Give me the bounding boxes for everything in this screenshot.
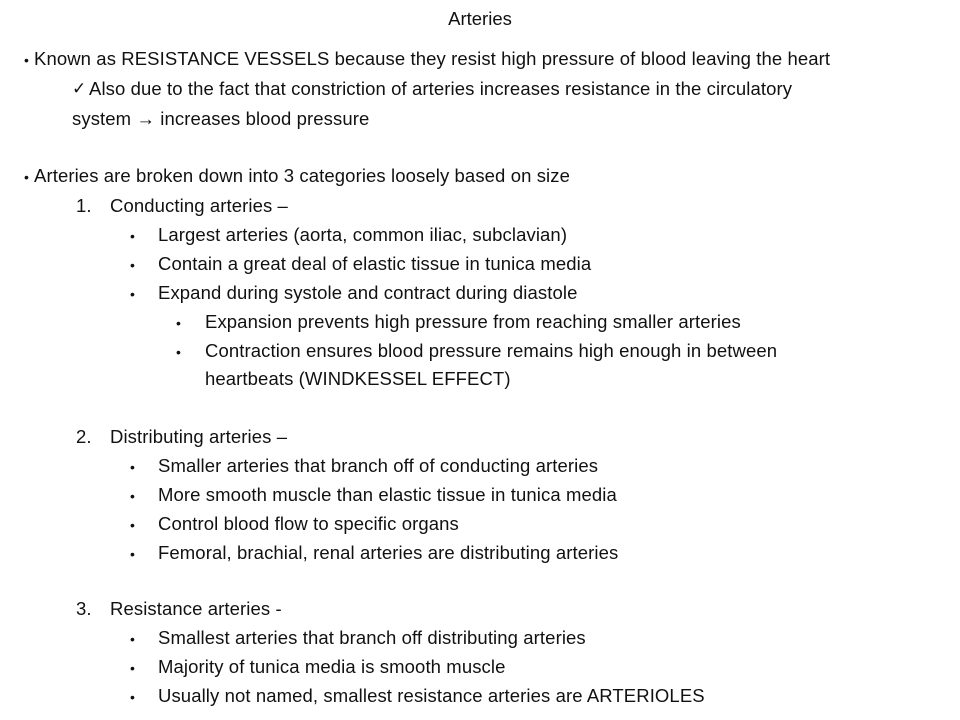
category-number: 2. xyxy=(76,426,92,447)
checkmark-icon: ✓ xyxy=(72,79,87,98)
category-point: Smallest arteries that branch off distributing arteries xyxy=(158,627,586,648)
category-point: Majority of tunica media is smooth muscle xyxy=(158,656,506,677)
category-subpoint: Expansion prevents high pressure from reaching smaller arteries xyxy=(205,311,741,332)
category-point: Usually not named, smallest resistance arteries are ARTERIOLES xyxy=(158,685,705,706)
categories-intro-text: Arteries are broken down into 3 categories loosely based on size xyxy=(34,165,571,186)
category-point: Contain a great deal of elastic tissue in tunica media xyxy=(158,253,592,274)
bullet-icon: • xyxy=(24,52,29,68)
category-subpoint: Contraction ensures blood pressure remains high enough in between xyxy=(205,340,778,361)
category-point: More smooth muscle than elastic tissue in tunica media xyxy=(158,484,617,505)
bullet-icon: • xyxy=(130,286,135,302)
bullet-icon: • xyxy=(24,169,29,185)
category-number: 1. xyxy=(76,195,92,216)
bullet-icon: • xyxy=(176,344,181,360)
category-point: Smaller arteries that branch off of conducting arteries xyxy=(158,455,599,476)
bullet-icon: • xyxy=(130,660,135,676)
category-heading: Distributing arteries – xyxy=(110,426,288,447)
check-text-line1: Also due to the fact that constriction of arteries increases resistance in the circulatory xyxy=(89,78,793,99)
bullet-icon: • xyxy=(130,546,135,562)
bullet-icon: • xyxy=(130,631,135,647)
category-subpoint-continued: heartbeats (WINDKESSEL EFFECT) xyxy=(205,368,511,389)
category-point: Largest arteries (aorta, common iliac, subclavian) xyxy=(158,224,568,245)
bullet-icon: • xyxy=(130,689,135,705)
category-heading: Conducting arteries – xyxy=(110,195,288,216)
bullet-icon: • xyxy=(130,257,135,273)
bullet-icon: • xyxy=(130,488,135,504)
category-point: Control blood flow to specific organs xyxy=(158,513,459,534)
intro-bullet-text: Known as RESISTANCE VESSELS because they resist high pressure of blood leaving the heart xyxy=(34,48,831,69)
bullet-icon: • xyxy=(130,517,135,533)
slide-title: Arteries xyxy=(448,8,512,29)
category-point: Femoral, brachial, renal arteries are distributing arteries xyxy=(158,542,619,563)
bullet-icon: • xyxy=(176,315,181,331)
bullet-icon: • xyxy=(130,459,135,475)
category-number: 3. xyxy=(76,598,92,619)
category-heading: Resistance arteries - xyxy=(110,598,282,619)
category-point: Expand during systole and contract during diastole xyxy=(158,282,578,303)
bullet-icon: • xyxy=(130,228,135,244)
check-text-line2: system → increases blood pressure xyxy=(72,108,370,129)
